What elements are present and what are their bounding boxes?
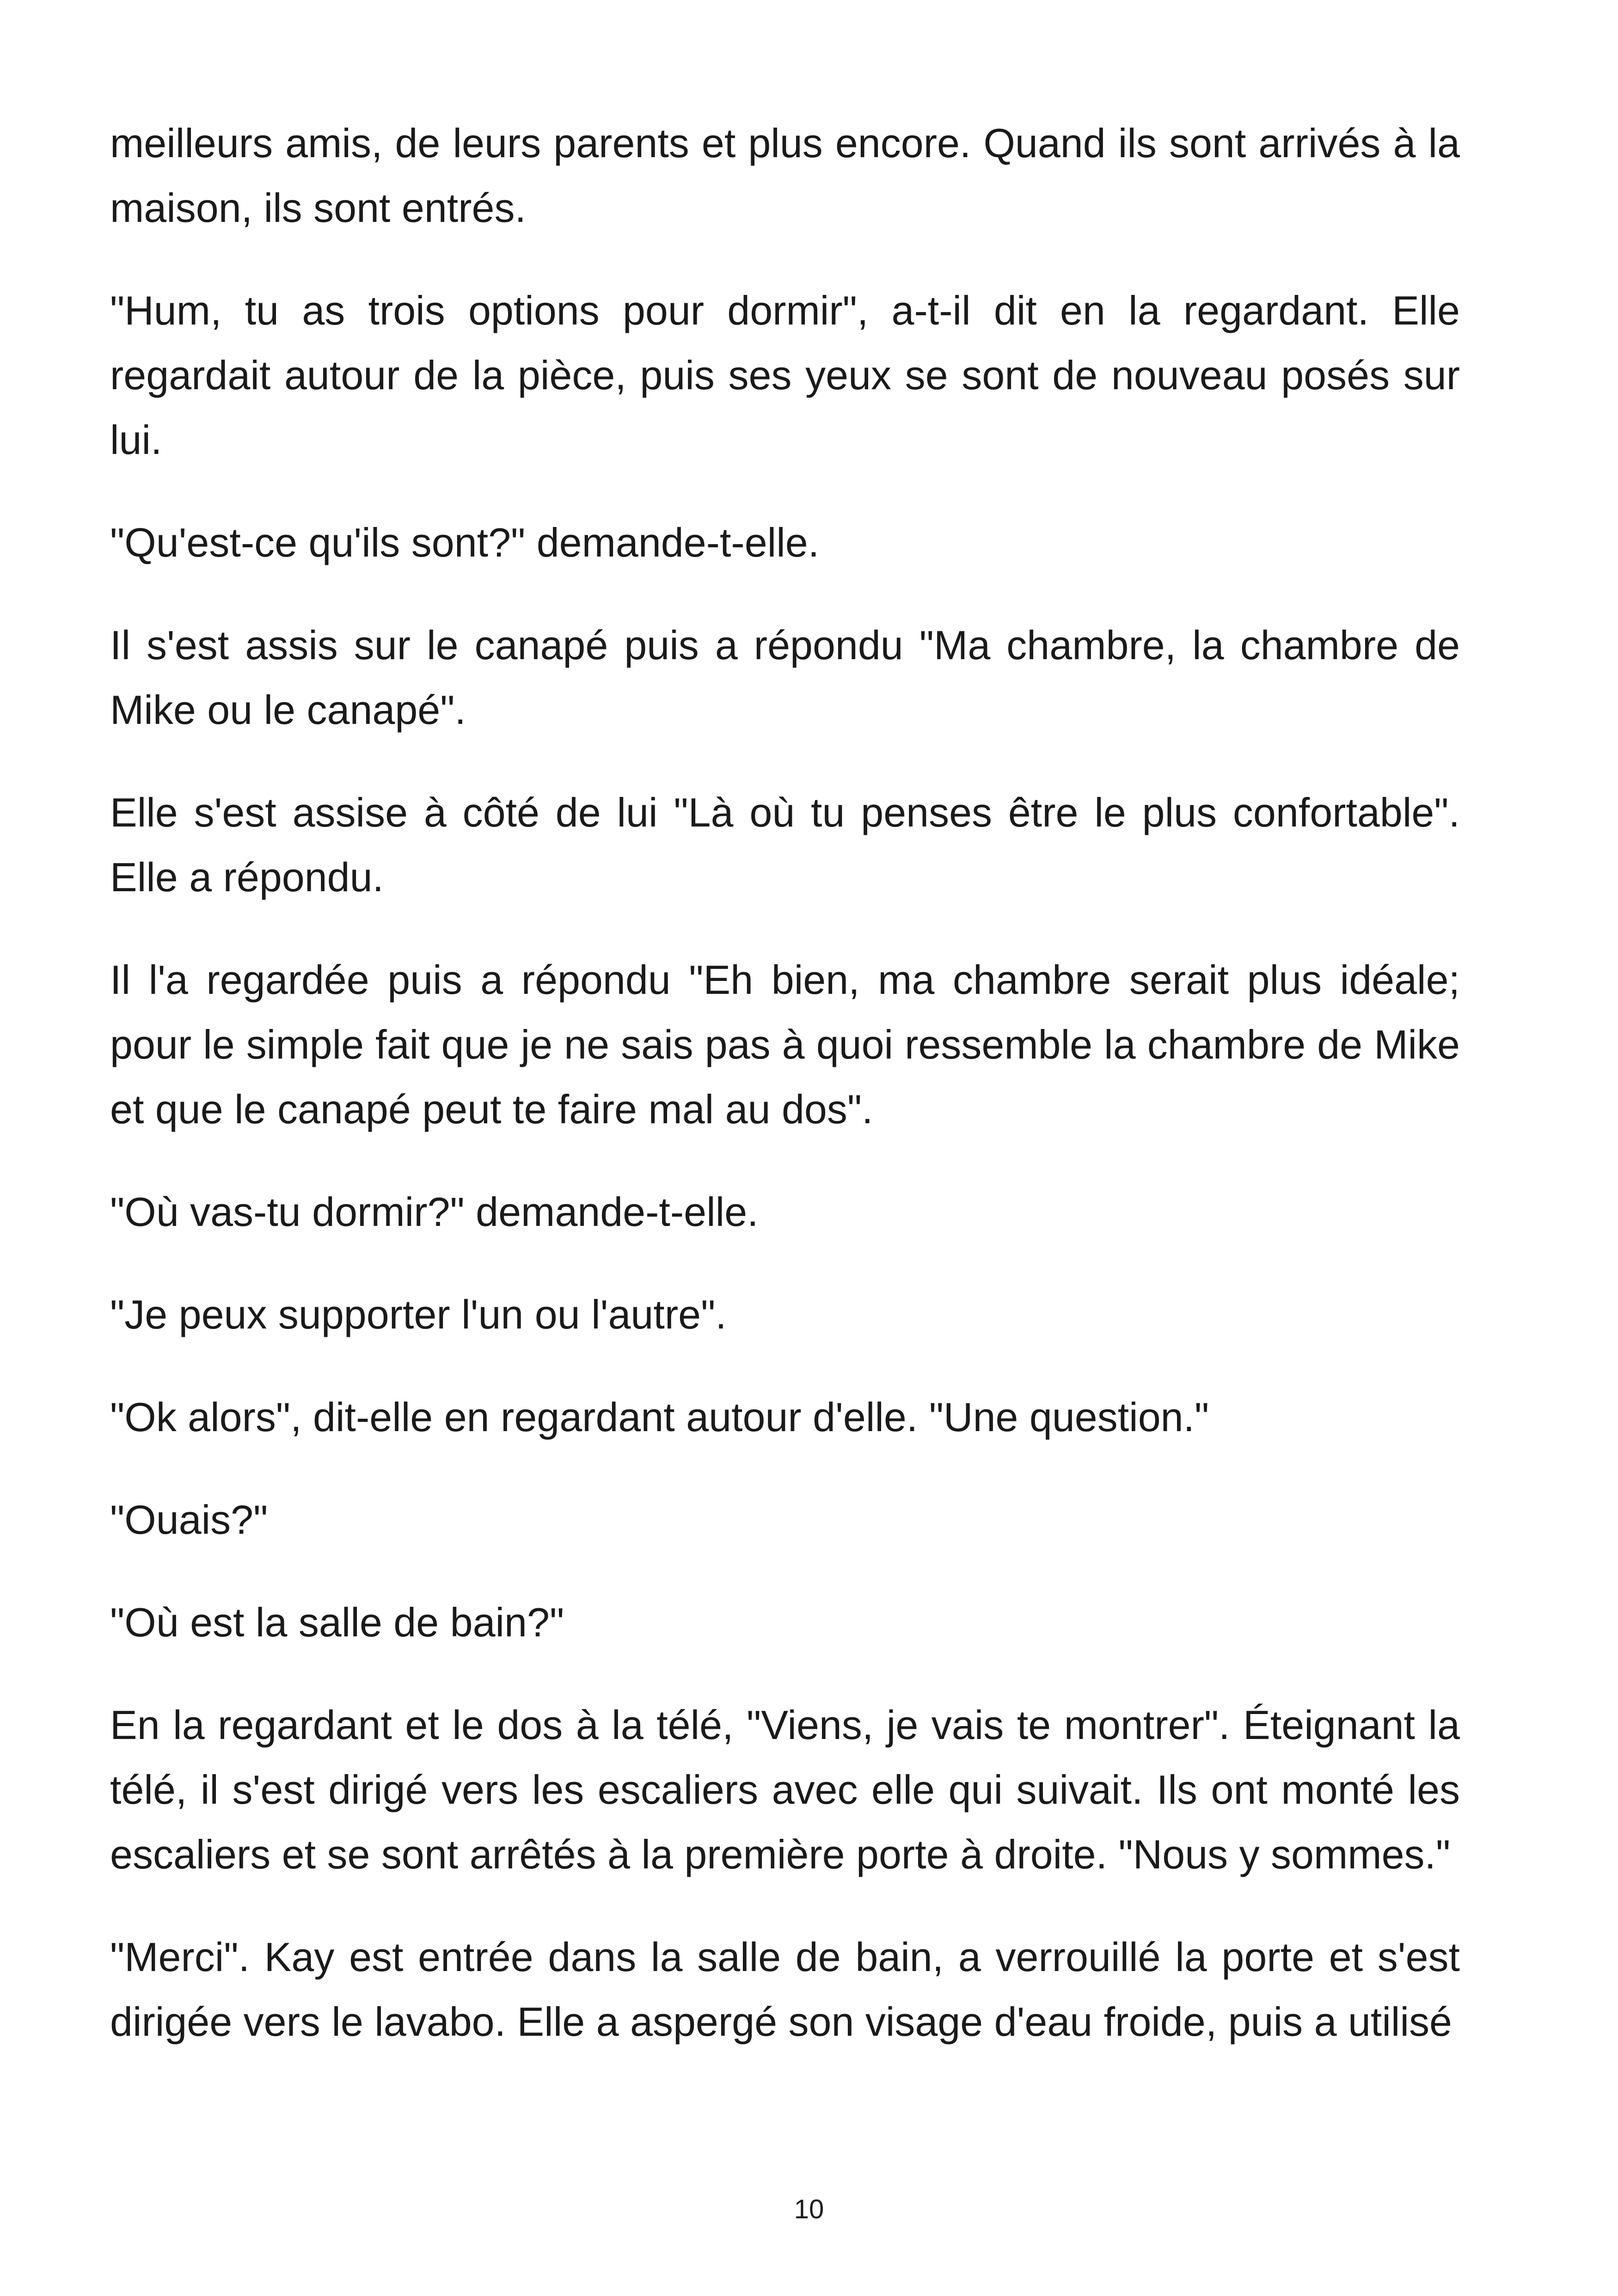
page-number: 10 (794, 2194, 824, 2224)
paragraph: En la regardant et le dos à la télé, "Viens, je vais te montrer". Éteignant la télé, il s'est dirigé vers les escaliers avec elle qui suivait. Ils ont monté les escaliers et se sont arrêtés à la première porte à droite. "Nous y sommes." (110, 1702, 1460, 1877)
paragraph: "Qu'est-ce qu'ils sont?" demande-t-elle. (110, 520, 820, 565)
paragraph: "Merci". Kay est entrée dans la salle de bain, a verrouillé la porte et s'est dirigée vers le lavabo. Elle a aspergé son visage d'eau froide, puis a utilisé (110, 1934, 1460, 2045)
paragraph: Elle s'est assise à côté de lui "Là où tu penses être le plus confortable". Elle a répondu. (110, 790, 1460, 900)
paragraph: "Où vas-tu dormir?" demande-t-elle. (110, 1189, 759, 1235)
paragraph: "Où est la salle de bain?" (110, 1599, 564, 1645)
page-body (110, 111, 1460, 2092)
paragraph: meilleurs amis, de leurs parents et plus encore. Quand ils sont arrivés à la maison, ils sont entrés. (110, 120, 1460, 231)
paragraph: "Hum, tu as trois options pour dormir", a-t-il dit en la regardant. Elle regardait autour de la pièce, puis ses yeux se sont de nouveau posés sur lui. (110, 288, 1460, 463)
paragraph: Il l'a regardée puis a répondu "Eh bien, ma chambre serait plus idéale; pour le simple fait que je ne sais pas à quoi ressemble la chambre de Mike et que le canapé peut te faire mal au dos". (110, 957, 1460, 1132)
paragraph: Il s'est assis sur le canapé puis a répondu "Ma chambre, la chambre de Mike ou le canapé". (110, 622, 1460, 733)
paragraph: "Je peux supporter l'un ou l'autre". (110, 1292, 727, 1337)
paragraph: "Ok alors", dit-elle en regardant autour d'elle. "Une question." (110, 1394, 1209, 1440)
paragraph: "Ouais?" (110, 1497, 268, 1543)
